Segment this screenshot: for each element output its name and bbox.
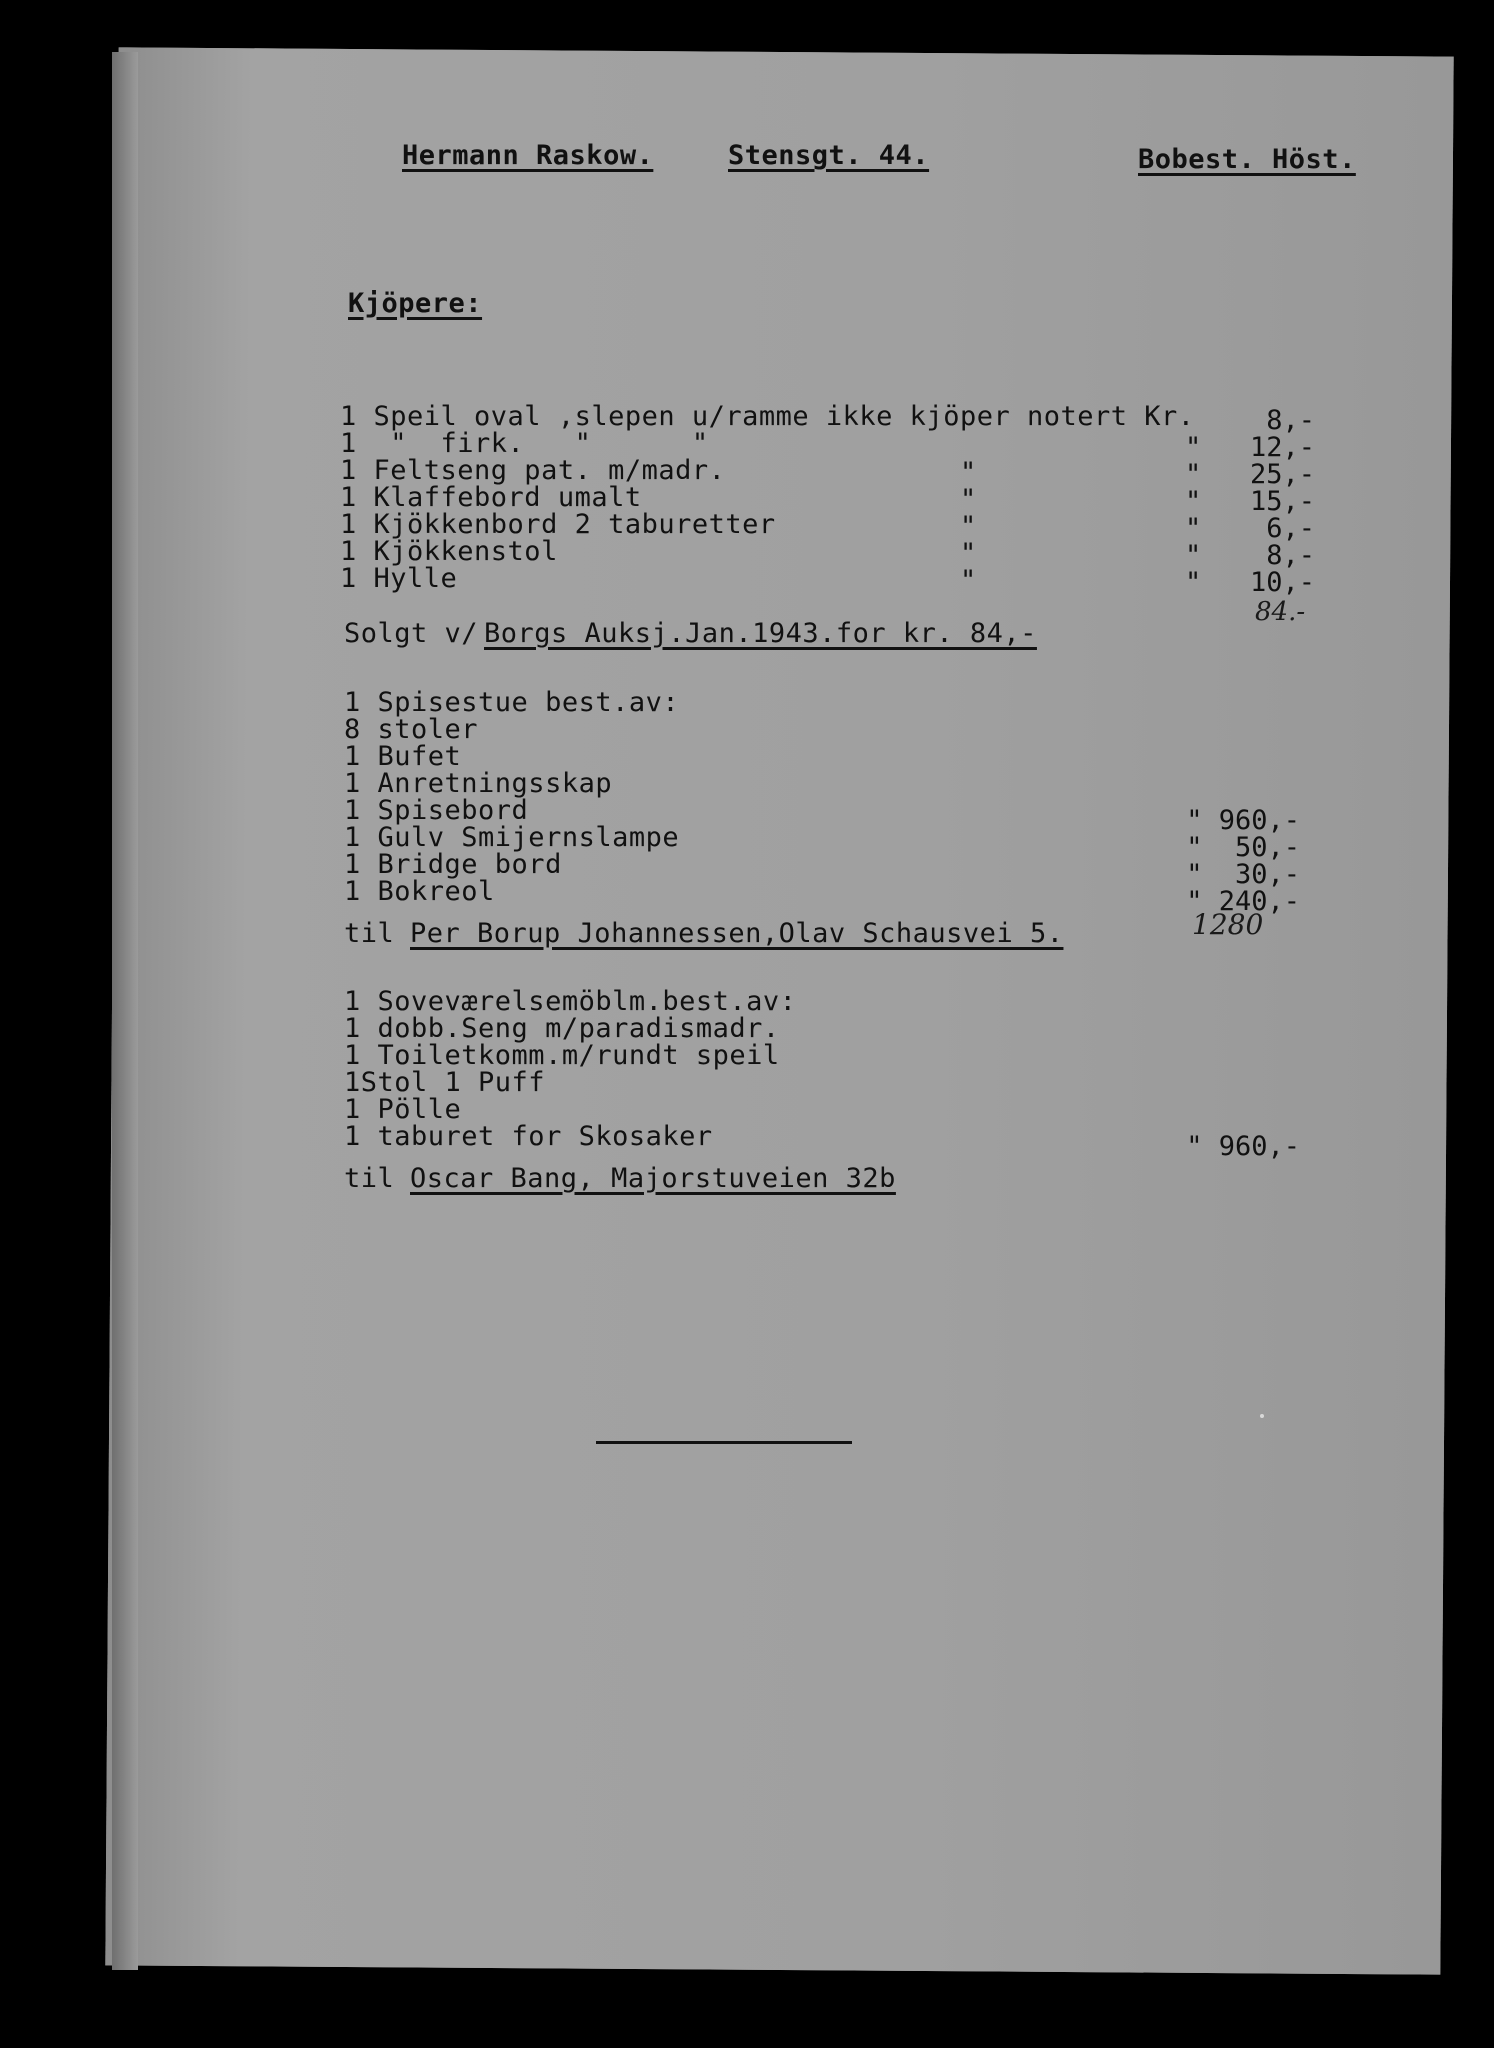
list-item: 1 Spisestue best.av: xyxy=(344,687,680,718)
list-item: 1 Pölle xyxy=(344,1094,462,1125)
sold-prefix: Solgt v/ xyxy=(344,618,479,649)
item-amount: " 240,- xyxy=(1186,886,1300,917)
list-item: 1 Bridge bord xyxy=(344,849,562,880)
header-address: Stensgt. 44. xyxy=(728,140,930,171)
item-amount: 8,- xyxy=(1266,405,1315,436)
item-amount: 10,- xyxy=(1249,567,1315,598)
item-amount: 12,- xyxy=(1249,432,1315,463)
item-amount: " 50,- xyxy=(1186,832,1300,863)
buyer-prefix: til xyxy=(344,1163,412,1194)
item-amount: 15,- xyxy=(1249,486,1315,517)
ditto-mark: " xyxy=(1185,513,1202,544)
item-amount: 6,- xyxy=(1266,513,1315,544)
buyer-name: Oscar Bang, Majorstuveien 32b xyxy=(410,1163,896,1194)
buyers-title: Kjöpere: xyxy=(348,288,483,319)
ditto-mark: " xyxy=(960,484,977,515)
item-amount: 8,- xyxy=(1266,540,1315,571)
list-item: 1 Speil oval ,slepen u/ramme ikke kjöper notert Kr. xyxy=(340,401,1195,432)
handwritten-total: 1280 xyxy=(1192,908,1264,941)
list-item: 1 Kjökkenbord 2 taburetter xyxy=(340,509,776,540)
ditto-mark: " xyxy=(1185,459,1202,490)
paper-edge xyxy=(112,52,138,1970)
list-item: 1Stol 1 Puff xyxy=(344,1067,546,1098)
list-item: 1 Toiletkomm.m/rundt speil xyxy=(344,1040,780,1071)
list-item: 1 " firk. " " xyxy=(340,428,709,459)
list-item: 1 Kjökkenstol xyxy=(340,536,558,567)
list-item: 1 Klaffebord umalt xyxy=(340,482,642,513)
ditto-mark: " xyxy=(1185,486,1202,517)
list-item: 1 Bokreol xyxy=(344,876,495,907)
ditto-mark: " xyxy=(1185,432,1202,463)
ditto-mark: " xyxy=(960,565,977,596)
closing-rule xyxy=(596,1441,852,1444)
item-amount: " 960,- xyxy=(1186,1131,1300,1162)
list-item: 1 Soveværelsemöblm.best.av: xyxy=(344,986,797,1017)
header-tag: Bobest. Höst. xyxy=(1138,144,1356,175)
list-item: 1 taburet for Skosaker xyxy=(344,1121,713,1152)
list-item: 8 stoler xyxy=(344,714,479,745)
list-item: 1 Hylle xyxy=(340,563,458,594)
ditto-mark: " xyxy=(1185,540,1202,571)
list-item: 1 Feltseng pat. m/madr. xyxy=(340,455,726,486)
ditto-mark: " xyxy=(1185,567,1202,598)
speck xyxy=(1260,1414,1264,1418)
list-item: 1 dobb.Seng m/paradismadr. xyxy=(344,1013,780,1044)
ditto-mark: " xyxy=(960,511,977,542)
item-amount: " 30,- xyxy=(1186,859,1300,890)
list-item: 1 Gulv Smijernslampe xyxy=(344,822,680,853)
item-amount: 25,- xyxy=(1249,459,1315,490)
buyer-prefix: til xyxy=(344,918,412,949)
buyer-name: Per Borup Johannessen,Olav Schausvei 5. xyxy=(410,918,1064,949)
ditto-mark: " xyxy=(960,457,977,488)
header-name: Hermann Raskow. xyxy=(402,140,654,171)
item-amount: " 960,- xyxy=(1186,805,1300,836)
ditto-mark: " xyxy=(960,538,977,569)
list-item: 1 Spisebord xyxy=(344,795,529,826)
handwritten-total: 84.- xyxy=(1255,597,1306,627)
list-item: 1 Bufet xyxy=(344,741,462,772)
sold-text: Borgs Auksj.Jan.1943.for kr. 84,- xyxy=(484,618,1037,649)
list-item: 1 Anretningsskap xyxy=(344,768,613,799)
